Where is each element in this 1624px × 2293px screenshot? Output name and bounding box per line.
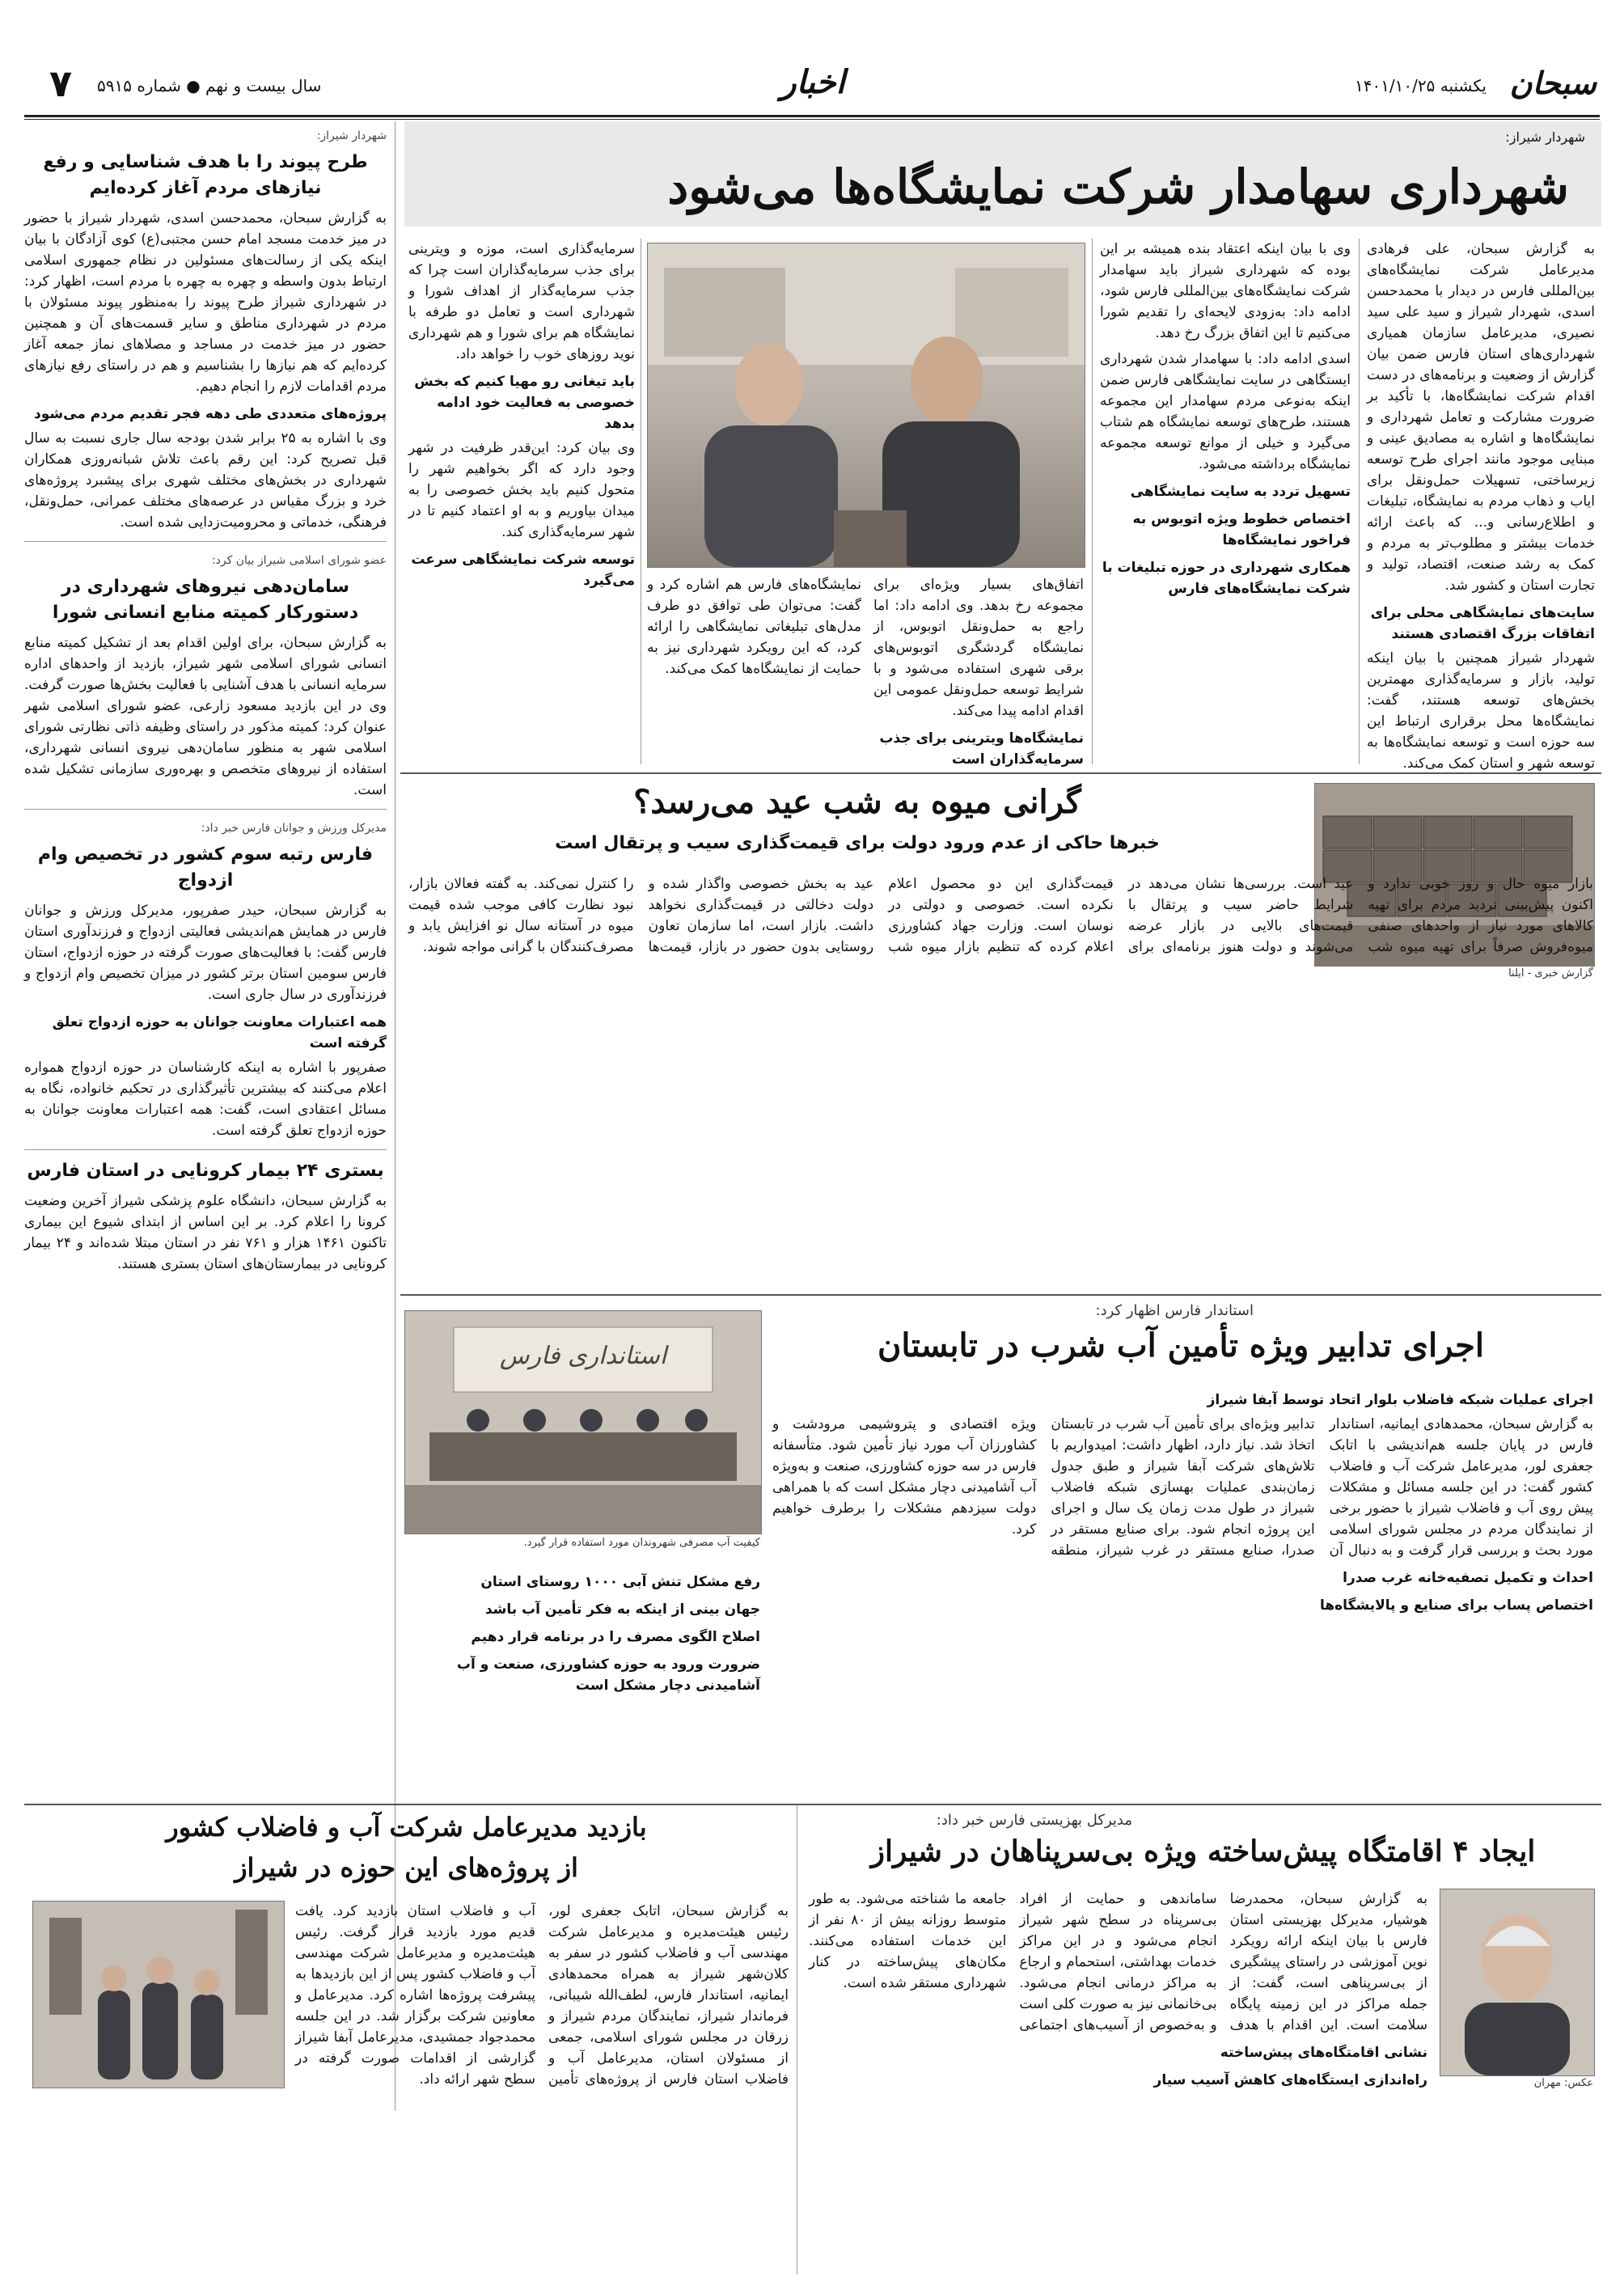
water-photo bbox=[404, 1310, 762, 1534]
visit-body bbox=[295, 1901, 789, 2269]
water-subhead: اصلاح الگوی مصرف را در برنامه قرار دهیم bbox=[471, 1629, 760, 1645]
lead-photo bbox=[647, 243, 1085, 568]
sidebar-story1-subhead: پروژه‌های متعددی طی دهه فجر تقدیم مردم می‌شود bbox=[34, 406, 387, 422]
fruit-title: گرانی میوه به شب عید می‌رسد؟ bbox=[633, 783, 1081, 821]
lead-headline-box bbox=[404, 121, 1601, 226]
water-kicker: استاندار فارس اظهار کرد: bbox=[1095, 1302, 1254, 1319]
lead-paragraph: نمایشگاه‌های فارس هم اشاره کرد و گفت: می‌توان طی توافق دو طرف مدل‌های تبلیغاتی نمایشگاهی را ارائه کرد، که این رویکرد شهرداری نیز به حمایت از نمایشگاه‌ها کمک می‌کند. bbox=[647, 577, 861, 677]
sidebar-story1-text: به گزارش سبحان، محمدحسن اسدی، شهردار شیراز با حضور در میز خدمت مسجد امام حسن مجتبی(ع) کوی آزادگان با بیان اینکه یکی از رسالت‌های مسئولین در نظام جمهوری اسلامی ارتباط بدون واسطه و چهره به چهره با مردم است، اظهار کرد: در شهرداری شیراز طرح پیوند را بەمنظور پیوند مسئولان با مردم در شهرداری مناطق و سایر قسمت‌های آن و همچنین حضور در میز خدمت در مساجد و مصلاهای نماز جمعه آغاز کرده‌ایم که هم نیازها را بشناسیم و هم در راستای رفع نیازهای مردم اقدامات لازم را انجام دهیم. bbox=[24, 210, 387, 395]
water-paragraph: به گزارش سبحان، محمدهادی ایمانیه، استاندار فارس در پایان جلسه هم‌اندیشی با اتابک جعفری لور، مدیرعامل شرکت آب و فاضلاب کشور گفت: در این جلسه مسائل و مشکلات پیش روی آب و فاضلاب شیراز با حضور برخی از نمایندگان مردم در مجلس شورای اسلامی مورد بحث و بررسی قرار گرفت و به دنبال آن تدابیر ویژه‌ای برای تأمین آب شرب در تابستان اتخاذ شد. نیاز دارد، اظهار داشت: امیدواریم با تلاش‌های شرکت آبفا شیراز و طبق جدول زمان‌بندی عملیات بهسازی شبکه فاضلاب شیراز در طول مدت زمان یک سال و اجرای این پروژه انجام شود. برای صنایع مستقر در صدرا، صنایع مستقر در غرب شیراز، منطقه ویژه اقتصادی و پتروشیمی مرودشت و کشاورزان آب مورد نیاز تأمین شود. متأسفانه فارس در سه حوزه کشاورزی، صنعت و بەویژه آب آشامیدنی دچار مشکل است که با همراهی دولت سیزدهم مشکلات را برطرف خواهیم کرد. bbox=[772, 1416, 1593, 1559]
water-subhead: رفع مشکل تنش آبی ۱۰۰۰ روستای استان bbox=[480, 1574, 760, 1590]
housing-paragraph: به گزارش سبحان، محمدرضا هوشیار، مدیرکل بهزیستی استان فارس با بیان اینکه ارائه رویکرد نوین آموزشی در راستای پیشگیری از بی‌سرپناهی است، گفت: از جمله مراکز در این زمینه پایگاه سلامت است. این اقدام با هدف ساماندهی و حمایت از افراد بی‌سرپناه در سطح شهر شیراز انجام می‌شود و در این مراکز خدمات بهداشتی، استحمام و ارجاع به مراکز درمانی انجام می‌شود. بی‌خانمانی نیز به صورت کلی است و بەخصوص از آسیب‌های اجتماعی جامعه ما شناخته می‌شود. به طور متوسط روزانه بیش از ۸۰ نفر از این خدمات استفاده می‌کنند. مکان‌های پیش‌ساخته در کنار شهرداری مستقر شده است. bbox=[809, 1891, 1427, 2033]
lead-column-4 bbox=[647, 574, 861, 764]
lead-column-1 bbox=[1367, 239, 1595, 772]
lead-paragraph: به گزارش سبحان، علی فرهادی مدیرعامل شرکت نمایشگاه‌های بین‌المللی فارس در دیدار با محمدحسن اسدی، شهردار شیراز و سید علی سید نصیری، مدیرعامل سازمان همیاری شهرداری‌های استان فارس ضمن بیان گزارش از وضعیت و برنامه‌های در دست اقدام شرکت نمایشگاه‌ها، با تأکید بر ضرورت مشارکت و تعامل شهرداری و نمایشگاه‌ها و اشاره به مصادیق عینی و مبنایی موجود مانند اجرای طرح توسعه زیرساختی، تسهیلات حمل‌ونقل برای ایاب و ذهاب مردم به نمایشگاه، تبلیغات و اطلاع‌رسانی و... که باعث ارائه خدمات بیشتر و مطلوب‌تر به مردم و کمک به رشد صنعت، اقتصاد، تولید و تجارت استان و کشور شد. bbox=[1367, 241, 1595, 594]
sidebar-story3-kicker: مدیرکل ورزش و جوانان فارس خبر داد: bbox=[201, 822, 387, 835]
lead-subhead: تسهیل تردد به سایت نمایشگاهی bbox=[1130, 484, 1351, 500]
visit-title-line2: از پروژه‌های این حوزه در شیراز bbox=[235, 1852, 578, 1883]
housing-title: ایجاد ۴ اقامتگاه پیش‌ساخته ویژه بی‌سرپناهان در شیراز bbox=[870, 1834, 1536, 1868]
site-visit-illustration bbox=[33, 1902, 284, 2088]
fruit-subtitle: خبرها حاکی از عدم ورود دولت برای قیمت‌گذاری سیب و پرتقال است bbox=[555, 833, 1160, 853]
lead-paragraph: سرمایه‌گذاری است، موزه و ویترینی برای جذب سرمایه‌گذاران است چرا که جذب سرمایه‌گذار از اهداف شورا و شهرداری است و تعامل دو طرفه با نمایشگاه هم برای شورا و هم شهرداری نوید روزهای خوب را خواهد داد. bbox=[408, 241, 635, 362]
housing-photo bbox=[1440, 1889, 1595, 2076]
lead-paragraph: شهردار شیراز همچنین با بیان اینکه تولید، بازار و سرمایه‌گذاری مهمترین بخش‌های توسعه هستند، گفت: نمایشگاه‌ها محل برقراری ارتباط این سه حوزه است و توسعه نمایشگاه‌ها به توسعه شهر و استان کمک می‌کند. bbox=[1367, 650, 1595, 772]
water-photo-plaque: استانداری فارس bbox=[499, 1342, 667, 1370]
water-subhead: اختصاص پساب برای صنایع و پالایشگاه‌ها bbox=[1319, 1597, 1593, 1614]
lead-subhead: باید تیغانی رو مهیا کنیم که بخش خصوصی به فعالیت خود ادامه بدهد bbox=[414, 374, 635, 432]
fruit-photo-credit: گزارش خبری - ایلنا bbox=[1508, 967, 1593, 979]
sidebar bbox=[24, 125, 387, 1796]
water-subhead: ضرورت ورود به حوزه کشاورزی، صنعت و آب آشامیدنی دچار مشکل است bbox=[456, 1656, 760, 1694]
sidebar-story1-kicker: شهردار شیراز: bbox=[316, 129, 387, 142]
sidebar-story3-subhead: همه اعتبارات معاونت جوانان به حوزه ازدواج تعلق گرفته است bbox=[52, 1014, 387, 1051]
water-subhead: جهان بینی از اینکه به فکر تأمین آب باشد bbox=[484, 1601, 760, 1618]
visit-photo bbox=[32, 1901, 285, 2088]
lead-kicker: شهردار شیراز: bbox=[1505, 129, 1585, 145]
lead-subhead: اختصاص خطوط ویژه اتوبوس به فراخور نمایشگاه‌ها bbox=[1132, 511, 1351, 548]
masthead-logo: سبحان bbox=[1509, 65, 1597, 101]
lead-column-5 bbox=[408, 239, 635, 764]
sidebar-story2-kicker: عضو شورای اسلامی شیراز بیان کرد: bbox=[211, 554, 387, 567]
lead-subhead: همکاری شهرداری در حوزه تبلیغات با شرکت نمایشگاه‌های فارس bbox=[1102, 560, 1351, 597]
section-label: اخبار bbox=[780, 63, 845, 101]
sidebar-story4-title: بستری ۲۴ بیمار کرونایی در استان فارس bbox=[27, 1161, 384, 1181]
issue-info: سال بیست و نهم ● شماره ۵۹۱۵ bbox=[97, 76, 322, 95]
lead-subhead: سایت‌های نمایشگاهی محلی برای اتفاقات بزرگ اقتصادی هستند bbox=[1370, 605, 1595, 642]
housing-body bbox=[809, 1889, 1427, 2269]
housing-subhead: راه‌اندازی ایستگاه‌های کاهش آسیب سیار bbox=[1153, 2072, 1427, 2088]
fruit-body bbox=[408, 874, 1593, 1286]
masthead-date: یکشنبه ۱۴۰۱/۱۰/۲۵ bbox=[1354, 76, 1487, 95]
sidebar-story4-text: به گزارش سبحان، دانشگاه علوم پزشکی شیراز آخرین وضعیت کرونا را اعلام کرد. بر این اساس از ابتدای شیوع این بیماری تاکنون ۱۴۶۱ هزار و ۷۶۱ نفر در استان مبتلا شده‌اند و ۲۴ بیمار کرونایی در بیمارستان‌های استان بستری هستند. bbox=[24, 1193, 387, 1272]
lead-subhead: توسعه شرکت نمایشگاهی سرعت می‌گیرد bbox=[411, 552, 635, 589]
housing-photo-credit: عکس: مهران bbox=[1533, 2077, 1593, 2089]
visit-paragraph: به گزارش سبحان، اتابک جعفری لور، رئیس هیئت‌مدیره و مدیرعامل شرکت مهندسی آب و فاضلاب کشور در سفر به کلان‌شهر شیراز به همراه محمدهادی ایمانیه، استاندار فارس، لطف‌الله شیبانی، فرماندار شیراز، نمایندگان مردم شیراز و زرقان در مجلس شورای اسلامی، جمعی از مسئولان استان، مدیرعامل آب و فاضلاب استان فارس از پروژه‌های تأمین آب و فاضلاب استان بازدید کرد. یافت قدیم مورد بازدید قرار گرفت. رئیس هیئت‌مدیره و مدیرعامل شرکت مهندسی آب و فاضلاب کشور پس از این بازدیدها به پیشرفت پروژه‌ها اشاره کرد. مدیرعامل و معاونین شرکت برگزار شد. در این جلسه محمدجواد جمشیدی، مدیرعامل آبفا شیراز گزارشی از اقدامات صورت گرفته در سطح شهر ارائه داد. bbox=[295, 1903, 789, 2088]
sidebar-story3-text2: صفرپور با اشاره به اینکه کارشناسان در حوزه ازدواج همواره اعلام می‌کنند که بیشترین تأثیرگذاری در تحکیم خانواده، نگاه به مسائل اعتقادی است، گفت: همه اعتبارات معاونت جوانان به حوزه ازدواج تعلق گرفته است. bbox=[24, 1060, 387, 1139]
meeting-photo-illustration bbox=[648, 243, 1085, 567]
sidebar-story2-text: به گزارش سبحان، برای اولین اقدام بعد از تشکیل کمیته منابع انسانی شورای اسلامی شهر شیراز، بازدید از واحدهای اداره سرمایه انسانی با هدف آشنایی با فعالیت بخش‌ها صورت گرفت. وی در این بازدید مسعود زارعی، عضو شورای اسلامی شهر عنوان کرد: کمیته مذکور در راستای وظیفه ذاتی نظارتی شورای اسلامی شهر به منظور سامان‌دهی نیروی انسانی شهرداری، استفاده از نیروهای متخصص و بهره‌وری سازمانی تشکیل شده است. bbox=[24, 635, 387, 798]
water-subhead: اجرای عملیات شبکه فاضلاب بلوار اتحاد توسط آبفا شیراز bbox=[1207, 1392, 1593, 1408]
sidebar-story2-title: سامان‌دهی نیروهای شهرداری در دستورکار کمیته منابع انسانی شورا bbox=[52, 577, 359, 623]
lead-column-3 bbox=[873, 574, 1084, 768]
fruit-paragraph: بازار میوه حال و روز خوبی ندارد و اکنون پیش‌بینی تردید مردم برای تهیه کالاهای مورد نیاز از واحدهای صنفی میوه‌فروش صرفاً برای تهیه میوه شب عید است. بررسی‌ها نشان می‌دهد در شرایط حاضر سیب و پرتقال با قیمت‌های بالایی در بازار عرضه می‌شوند و دولت هنوز برنامه‌ای برای قیمت‌گذاری این دو محصول اعلام نکرده است. خصوصی و دولتی در نوسان است. وزارت جهاد کشاورزی اعلام کرده که تنظیم بازار میوه شب عید به بخش خصوصی واگذار شده و دولت دخالتی در قیمت‌گذاری نخواهد داشت. بازار است، اما سازمان تعاون روستایی بدون حضور در بازار، قیمت‌ها را کنترل نمی‌کند. به گفته فعالان بازار، نبود نظارت کافی موجب شده قیمت میوه در آستانه سال نو افزایش یابد و مصرف‌کنندگان با گرانی مواجه شوند. bbox=[408, 876, 1593, 955]
water-body bbox=[772, 1383, 1593, 1796]
lead-paragraph: وی با بیان اینکه اعتقاد بنده همیشه بر این بوده که شهرداری شیراز باید سهامدار شرکت نمایشگاه‌های بین‌المللی فارس شود، ادامه داد: بەزودی لایحه‌ای را تقدیم شورا می‌کنیم تا این اتفاق بزرگ رخ دهد. bbox=[1100, 241, 1351, 341]
lead-subhead: نمایشگاه‌ها ویترینی برای جذب سرمایه‌گذاران است bbox=[879, 730, 1084, 768]
sidebar-story1-text2: وی با اشاره به ۲۵ برابر شدن بودجه سال جاری نسبت به سال قبل تصریح کرد: این رقم باعث تلاش شبانه‌روزی همکاران شهرداری در بخش‌های مختلف شهری برای پیشبرد پروژه‌های خرد و بزرگ مقیاس در عرصه‌های مختلف عمرانی، حمل‌ونقل، فرهنگی، خدماتی و محرومیت‌زدایی شده است. bbox=[24, 430, 387, 531]
lead-column-2 bbox=[1100, 239, 1351, 764]
visit-title-line1: بازدید مدیرعامل شرکت آب و فاضلاب کشور bbox=[166, 1812, 647, 1842]
sidebar-story1-title: طرح پیوند را با هدف شناسایی و رفع نیازهای مردم آغاز کرده‌ایم bbox=[43, 152, 368, 198]
masthead bbox=[0, 57, 1624, 113]
lead-paragraph: اسدی ادامه داد: با سهامدار شدن شهرداری ایستگاهی در سایت نمایشگاهی فارس ضمن اینکه بەنوعی مردم سهامدار این مجموعه هستند، طرح‌های توسعه نمایشگاه هم شتاب می‌گیرد و خیلی از موانع توسعه مجموعه نمایشگاه برداشته می‌شود. bbox=[1100, 351, 1351, 472]
water-title: اجرای تدابیر ویژه تأمین آب شرب در تابستان bbox=[878, 1326, 1484, 1364]
lead-title: شهرداری سهامدار شرکت نمایشگاه‌ها می‌شود bbox=[667, 159, 1569, 214]
sidebar-story3-text: به گزارش سبحان، حیدر صفرپور، مدیرکل ورزش و جوانان فارس در همایش هم‌اندیشی فعالیتی ازدواج و فرزندآوری استان فارس گفت: با فعالیت‌های صورت گرفته در حوزه ازدواج، استان فارس سومین استان برتر کشور در میزان تخصیص وام ازدواج و فرزندآوری در سال جاری است. bbox=[24, 903, 387, 1003]
water-photo-caption: کیفیت آب مصرفی شهروندان مورد استفاده قرار گیرد. bbox=[523, 1537, 760, 1549]
portrait-illustration bbox=[1440, 1889, 1594, 2075]
water-body-2 bbox=[408, 1565, 760, 1800]
water-subhead: احداث و تکمیل تصفیه‌خانه غرب صدرا bbox=[1343, 1570, 1593, 1586]
page-number: ۷ bbox=[49, 61, 73, 105]
housing-kicker: مدیرکل بهزیستی فارس خبر داد: bbox=[936, 1812, 1132, 1829]
sidebar-story3-title: فارس رتبه سوم کشور در تخصیص وام ازدواج bbox=[37, 844, 374, 891]
housing-subhead: نشانی اقامتگاه‌های پیش‌ساخته bbox=[1220, 2045, 1427, 2061]
lead-paragraph: اتفاق‌های بسیار ویژه‌ای برای مجموعه رخ بدهد. وی ادامه داد: اما راجع به حمل‌ونقل اتوبوس، از نمایشگاه گردشگری اتوبوس‌های برقی شهری استفاده می‌شود و با شرایط توسعه حمل‌ونقل عمومی این اقدام ادامه پیدا می‌کند. bbox=[873, 577, 1084, 719]
lead-paragraph: وی بیان کرد: این‌قدر ظرفیت در شهر وجود دارد که اگر بخواهیم شهر را متحول کنیم باید بخش خصوصی را به میدان بیاوریم و به او اعتماد کنیم تا در شهر سرمایه‌گذاری کند. bbox=[408, 440, 635, 540]
